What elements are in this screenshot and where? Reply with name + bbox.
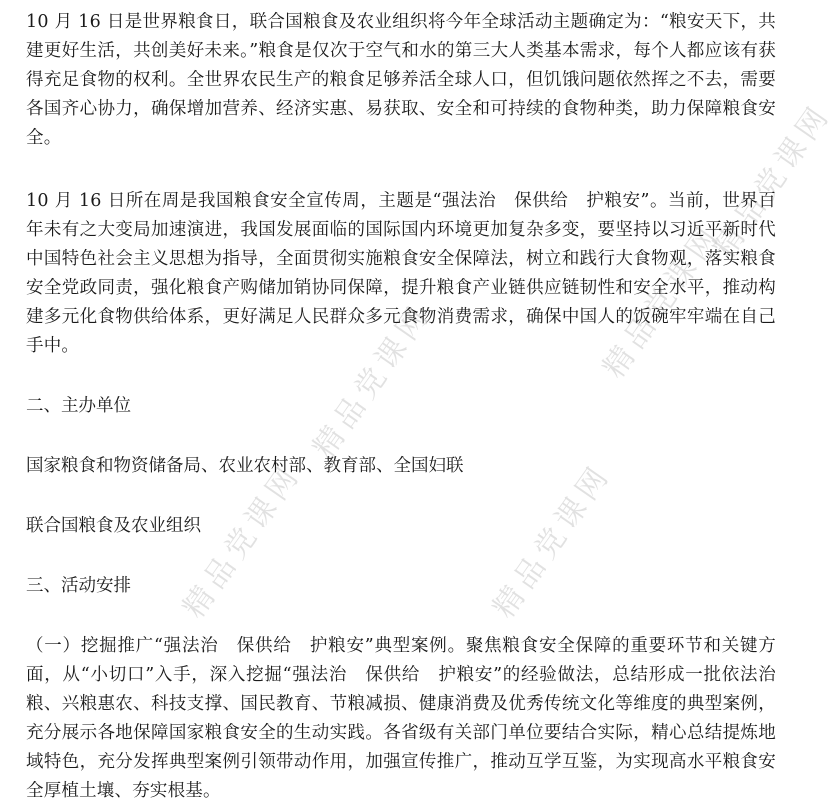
- watermark-5: 精品党课网: [706, 97, 839, 265]
- section-3-heading: 三、活动安排: [26, 576, 131, 596]
- intro-paragraph-2: 10 月 16 日所在周是我国粮食安全宣传周，主题是“强法治 保供给 护粮安”。当前，世界百年未有之大变局加速演进，我国发展面临的国际国内环境更加复杂多变，要坚持以习近平新时代中国特色社会主义思想为指导，全面贯彻实施粮食安全保障法，树立和践行大食物观，落实粮食安全党政同责，强化粮食产购储加销协同保障，提升粮食产业链供应链韧性和安全水平，推动构建多元化食物供给体系，更好满足人民群众多元食物消费需求，确保中国人的饭碗牢牢端在自己手中。: [26, 191, 776, 356]
- document-body: [26, 8, 776, 806]
- organizer-line-1: 国家粮食和物资储备局、农业农村部、教育部、全国妇联: [26, 456, 464, 476]
- organizer-line-2: 联合国粮食及农业组织: [26, 516, 201, 536]
- watermark-4: 精品党课网: [486, 457, 619, 625]
- section-3-paragraph-1: （一）挖掘推广“强法治 保供给 护粮安”典型案例。聚焦粮食安全保障的重要环节和关键方面，从“小切口”入手，深入挖掘“强法治 保供给 护粮安”的经验做法，总结形成一批依法治粮、兴粮惠农、科技支撑、国民教育、节粮减损、健康消费及优秀传统文化等维度的典型案例，充分展示各地保障国家粮食安全的生动实践。各省级有关部门单位要结合实际，精心总结提炼地域特色，充分发挥典型案例引领带动作用，加强宣传推广，推动互学互鉴，为实现高水平粮食安全厚植土壤、夯实根基。: [26, 636, 776, 801]
- watermark-1: 精品党课网: [306, 297, 439, 465]
- watermark-3: 精品党课网: [176, 457, 309, 625]
- intro-paragraph-1: 10 月 16 日是世界粮食日，联合国粮食及农业组织将今年全球活动主题确定为：“粮安天下，共建更好生活，共创美好未来。”粮食是仅次于空气和水的第三大人类基本需求，每个人都应该有获得充足食物的权利。全世界农民生产的粮食足够养活全球人口，但饥饿问题依然挥之不去，需要各国齐心协力，确保增加营养、经济实惠、易获取、安全和可持续的食物种类，助力保障粮食安全。: [26, 12, 776, 148]
- watermark-2: 精品党课网: [596, 217, 729, 385]
- section-2-heading: 二、主办单位: [26, 396, 131, 416]
